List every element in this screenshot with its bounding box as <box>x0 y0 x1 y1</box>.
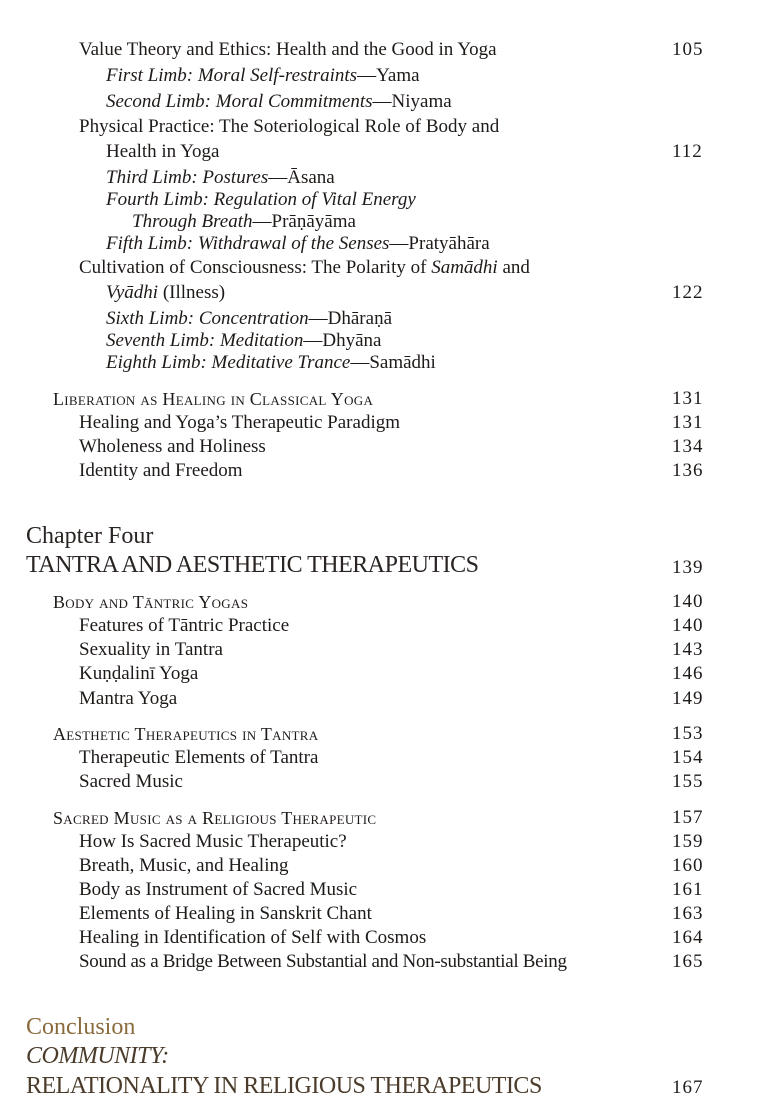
toc-entry: Wholeness and Holiness <box>79 436 266 457</box>
toc-entry-physical-practice <box>79 115 499 139</box>
toc-entry: Sound as a Bridge Between Substantial and Non-substantial Being <box>79 951 567 972</box>
entry-text: —Āsana <box>268 167 335 188</box>
page-number: 122 <box>672 282 704 303</box>
page-number: 167 <box>672 1077 704 1098</box>
entry-text: and <box>497 257 530 278</box>
toc-entry: Elements of Healing in Sanskrit Chant <box>79 903 372 924</box>
toc-entry-fourth-limb-cont <box>132 210 356 234</box>
toc-entry-first-limb <box>106 64 420 88</box>
toc-entry: Body as Instrument of Sacred Music <box>79 879 358 900</box>
entry-italic-text: Fourth Limb: Regulation of Vital Energy <box>106 189 416 210</box>
conclusion-title-line2: RELATIONALITY IN RELIGIOUS THERAPEUTICS <box>26 1073 542 1099</box>
toc-entry: Healing in Identification of Self with Cosmos <box>79 927 427 948</box>
entry-text: —Prāṇāyāma <box>252 211 356 232</box>
page-number: 161 <box>672 879 704 900</box>
entry-text: Health in Yoga <box>106 141 220 162</box>
entry-italic-text: Eighth Limb: Meditative Trance <box>106 352 351 373</box>
toc-entry-physical-practice-cont <box>106 140 219 164</box>
page-number: 153 <box>672 723 704 744</box>
page-number: 149 <box>672 688 704 709</box>
toc-entry: Identity and Freedom <box>79 460 243 481</box>
entry-text: —Dhyāna <box>303 330 382 351</box>
section-heading-body-tantric-yogas: Body and Tāntric Yogas <box>53 592 249 612</box>
entry-text: —Yama <box>357 65 420 86</box>
entry-italic-text: Seventh Limb: Meditation <box>106 330 304 351</box>
page-number: 155 <box>672 771 704 792</box>
entry-italic-text: Third Limb: Postures <box>106 167 269 188</box>
entry-italic-text: Second Limb: Moral Commitments <box>106 91 373 112</box>
toc-entry-cultivation-cont <box>106 281 225 305</box>
page-number: 131 <box>672 388 704 409</box>
toc-entry-fifth-limb <box>106 232 490 256</box>
toc-entry: Features of Tāntric Practice <box>79 615 290 636</box>
toc-entry-eighth-limb <box>106 351 436 375</box>
page-number: 112 <box>672 141 703 162</box>
toc-entry-second-limb <box>106 90 452 114</box>
page-number: 140 <box>672 591 704 612</box>
chapter-title: TANTRA AND AESTHETIC THERAPEUTICS <box>26 552 479 578</box>
toc-entry-sixth-limb <box>106 307 392 331</box>
toc-entry: Mantra Yoga <box>79 688 178 709</box>
entry-text: —Pratyāhāra <box>389 233 490 254</box>
page-number: 143 <box>672 639 704 660</box>
entry-italic-text: Fifth Limb: Withdrawal of the Senses <box>106 233 390 254</box>
page-number: 140 <box>672 615 704 636</box>
section-heading-aesthetic-therapeutics: Aesthetic Therapeutics in Tantra <box>53 724 319 744</box>
toc-entry-fourth-limb <box>106 188 416 212</box>
toc-entry: Therapeutic Elements of Tantra <box>79 747 319 768</box>
toc-entry: Sexuality in Tantra <box>79 639 223 660</box>
page-number: 154 <box>672 747 704 768</box>
toc-entry: Sacred Music <box>79 771 183 792</box>
entry-italic-text: Samādhi <box>431 257 498 278</box>
entry-italic-text: Vyādhi <box>106 282 159 303</box>
entry-italic-text: Sixth Limb: Concentration <box>106 308 309 329</box>
entry-italic-text: First Limb: Moral Self-restraints <box>106 65 358 86</box>
toc-entry-value-theory <box>79 38 497 62</box>
page-number: 164 <box>672 927 704 948</box>
page-number: 165 <box>672 951 704 972</box>
page-number: 159 <box>672 831 704 852</box>
conclusion-title-line1: COMMUNITY: <box>26 1043 169 1069</box>
toc-entry-third-limb <box>106 166 335 190</box>
page-number: 163 <box>672 903 704 924</box>
toc-entry: Kuṇḍalinī Yoga <box>79 663 199 684</box>
conclusion-label: Conclusion <box>26 1014 136 1040</box>
chapter-label: Chapter Four <box>26 523 154 549</box>
page-number: 139 <box>672 557 704 578</box>
toc-entry: Healing and Yoga’s Therapeutic Paradigm <box>79 412 400 433</box>
page-number: 160 <box>672 855 704 876</box>
page-number: 134 <box>672 436 704 457</box>
toc-entry: How Is Sacred Music Therapeutic? <box>79 831 347 852</box>
page-number: 105 <box>672 39 704 60</box>
toc-entry-cultivation <box>79 256 530 280</box>
section-heading-liberation: Liberation as Healing in Classical Yoga <box>53 389 374 409</box>
entry-text: Value Theory and Ethics: Health and the Good in Yoga <box>79 39 497 60</box>
entry-text: —Niyama <box>372 91 452 112</box>
entry-italic-text: Through Breath <box>132 211 253 232</box>
section-heading-sacred-music: Sacred Music as a Religious Therapeutic <box>53 808 377 828</box>
toc-entry: Breath, Music, and Healing <box>79 855 289 876</box>
page-number: 131 <box>672 412 704 433</box>
entry-text: (Illness) <box>158 282 226 303</box>
entry-text: —Samādhi <box>350 352 436 373</box>
entry-text: Physical Practice: The Soteriological Role of Body and <box>79 116 500 137</box>
entry-text: —Dhāraṇā <box>308 308 393 329</box>
toc-entry-seventh-limb <box>106 329 381 353</box>
page-number: 157 <box>672 807 704 828</box>
page-number: 136 <box>672 460 704 481</box>
entry-text: Cultivation of Consciousness: The Polarity of <box>79 257 432 278</box>
page-number: 146 <box>672 663 704 684</box>
